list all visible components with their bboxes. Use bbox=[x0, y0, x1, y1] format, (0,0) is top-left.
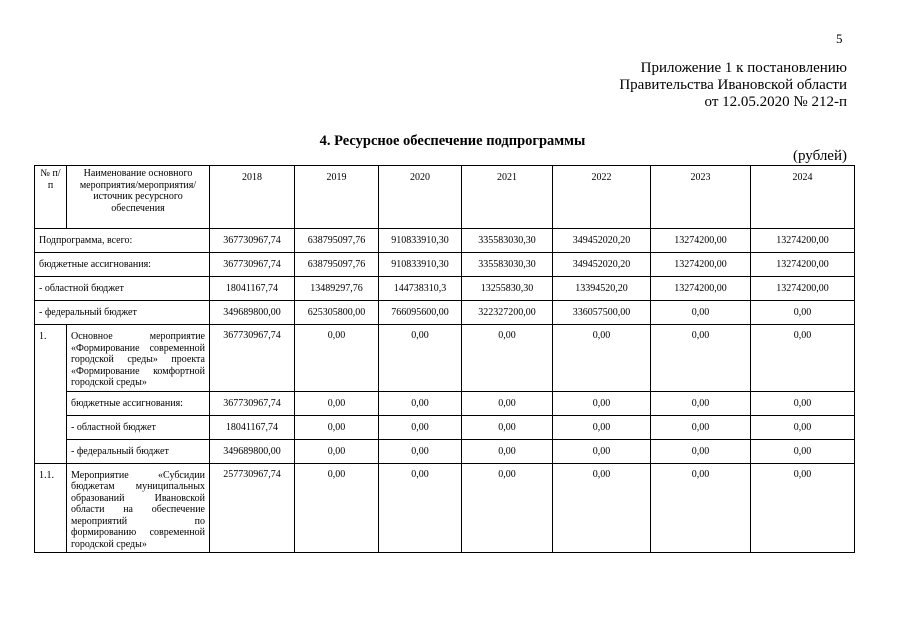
value-cell: 367730967,74 bbox=[210, 325, 295, 392]
appendix-line-3: от 12.05.2020 № 212-п bbox=[704, 94, 847, 110]
value-cell: 0,00 bbox=[651, 463, 751, 553]
value-cell: 0,00 bbox=[295, 463, 379, 553]
value-cell: 638795097,76 bbox=[295, 229, 379, 253]
value-cell: 144738310,3 bbox=[379, 277, 462, 301]
page-number: 5 bbox=[836, 31, 843, 46]
value-cell: 13274200,00 bbox=[751, 253, 855, 277]
value-cell: 0,00 bbox=[462, 325, 553, 392]
value-cell: 910833910,30 bbox=[379, 229, 462, 253]
value-cell: 0,00 bbox=[379, 391, 462, 415]
value-cell: 349452020,20 bbox=[553, 253, 651, 277]
row-label: бюджетные ассигнования: bbox=[35, 253, 210, 277]
value-cell: 349689800,00 bbox=[210, 301, 295, 325]
header-year: 2024 bbox=[751, 166, 855, 229]
header-year: 2023 bbox=[651, 166, 751, 229]
header-num: № п/п bbox=[35, 166, 67, 229]
value-cell: 367730967,74 bbox=[210, 253, 295, 277]
resource-table bbox=[34, 165, 855, 553]
value-cell: 0,00 bbox=[295, 325, 379, 392]
unit-label: (рублей) bbox=[792, 148, 847, 164]
value-cell: 0,00 bbox=[651, 301, 751, 325]
activity-name: Основное мероприятие «Формирование современной городской среды» проекта «Формирование комфортной городской среды» bbox=[67, 325, 210, 392]
value-cell: 0,00 bbox=[462, 415, 553, 439]
value-cell: 0,00 bbox=[651, 439, 751, 463]
header-year: 2022 bbox=[553, 166, 651, 229]
activity-row bbox=[35, 463, 855, 553]
activity-subrow bbox=[35, 391, 855, 415]
row-label: бюджетные ассигнования: bbox=[67, 391, 210, 415]
row-label: - федеральный бюджет bbox=[35, 301, 210, 325]
value-cell: 638795097,76 bbox=[295, 253, 379, 277]
value-cell: 335583030,30 bbox=[462, 253, 553, 277]
value-cell: 910833910,30 bbox=[379, 253, 462, 277]
header-year: 2019 bbox=[295, 166, 379, 229]
summary-row bbox=[35, 229, 855, 253]
table-header-row bbox=[35, 166, 855, 229]
value-cell: 367730967,74 bbox=[210, 229, 295, 253]
value-cell: 0,00 bbox=[651, 325, 751, 392]
value-cell: 0,00 bbox=[379, 325, 462, 392]
header-year: 2020 bbox=[379, 166, 462, 229]
value-cell: 0,00 bbox=[553, 325, 651, 392]
value-cell: 0,00 bbox=[462, 391, 553, 415]
value-cell: 13274200,00 bbox=[751, 229, 855, 253]
value-cell: 0,00 bbox=[751, 391, 855, 415]
value-cell: 13255830,30 bbox=[462, 277, 553, 301]
summary-row bbox=[35, 253, 855, 277]
row-label: Подпрограмма, всего: bbox=[35, 229, 210, 253]
appendix-header bbox=[619, 60, 847, 111]
value-cell: 13489297,76 bbox=[295, 277, 379, 301]
value-cell: 13274200,00 bbox=[651, 277, 751, 301]
header-year: 2021 bbox=[462, 166, 553, 229]
value-cell: 18041167,74 bbox=[210, 415, 295, 439]
value-cell: 335583030,30 bbox=[462, 229, 553, 253]
value-cell: 13274200,00 bbox=[651, 229, 751, 253]
header-year: 2018 bbox=[210, 166, 295, 229]
value-cell: 0,00 bbox=[295, 415, 379, 439]
value-cell: 0,00 bbox=[553, 463, 651, 553]
value-cell: 0,00 bbox=[379, 415, 462, 439]
appendix-line-2: Правительства Ивановской области bbox=[619, 77, 847, 93]
value-cell: 0,00 bbox=[651, 391, 751, 415]
value-cell: 0,00 bbox=[751, 325, 855, 392]
value-cell: 349452020,20 bbox=[553, 229, 651, 253]
section-title: 4. Ресурсное обеспечение подпрограммы bbox=[319, 133, 586, 149]
value-cell: 13394520,20 bbox=[553, 277, 651, 301]
value-cell: 0,00 bbox=[379, 439, 462, 463]
value-cell: 336057500,00 bbox=[553, 301, 651, 325]
value-cell: 0,00 bbox=[462, 439, 553, 463]
value-cell: 322327200,00 bbox=[462, 301, 553, 325]
value-cell: 0,00 bbox=[651, 415, 751, 439]
row-label: - областной бюджет bbox=[67, 415, 210, 439]
summary-row bbox=[35, 301, 855, 325]
value-cell: 349689800,00 bbox=[210, 439, 295, 463]
value-cell: 0,00 bbox=[553, 415, 651, 439]
value-cell: 0,00 bbox=[751, 439, 855, 463]
value-cell: 18041167,74 bbox=[210, 277, 295, 301]
value-cell: 0,00 bbox=[751, 415, 855, 439]
header-name: Наименование основного мероприятия/мероприятия/ источник ресурсного обеспечения bbox=[67, 166, 210, 229]
value-cell: 625305800,00 bbox=[295, 301, 379, 325]
activity-number: 1.1. bbox=[35, 463, 67, 553]
activity-number: 1. bbox=[35, 325, 67, 464]
value-cell: 0,00 bbox=[751, 301, 855, 325]
activity-row bbox=[35, 325, 855, 392]
value-cell: 0,00 bbox=[379, 463, 462, 553]
summary-row bbox=[35, 277, 855, 301]
activity-name: Мероприятие «Субсидии бюджетам муниципальных образований Ивановской области на обеспечение мероприятий по формированию современной городской среды» bbox=[67, 463, 210, 553]
value-cell: 0,00 bbox=[295, 391, 379, 415]
appendix-line-1: Приложение 1 к постановлению bbox=[640, 60, 847, 76]
value-cell: 13274200,00 bbox=[751, 277, 855, 301]
row-label: - областной бюджет bbox=[35, 277, 210, 301]
value-cell: 0,00 bbox=[751, 463, 855, 553]
value-cell: 0,00 bbox=[553, 391, 651, 415]
value-cell: 766095600,00 bbox=[379, 301, 462, 325]
value-cell: 0,00 bbox=[462, 463, 553, 553]
activity-subrow bbox=[35, 415, 855, 439]
row-label: - федеральный бюджет bbox=[67, 439, 210, 463]
value-cell: 0,00 bbox=[553, 439, 651, 463]
value-cell: 257730967,74 bbox=[210, 463, 295, 553]
value-cell: 13274200,00 bbox=[651, 253, 751, 277]
value-cell: 0,00 bbox=[295, 439, 379, 463]
value-cell: 367730967,74 bbox=[210, 391, 295, 415]
activity-subrow bbox=[35, 439, 855, 463]
